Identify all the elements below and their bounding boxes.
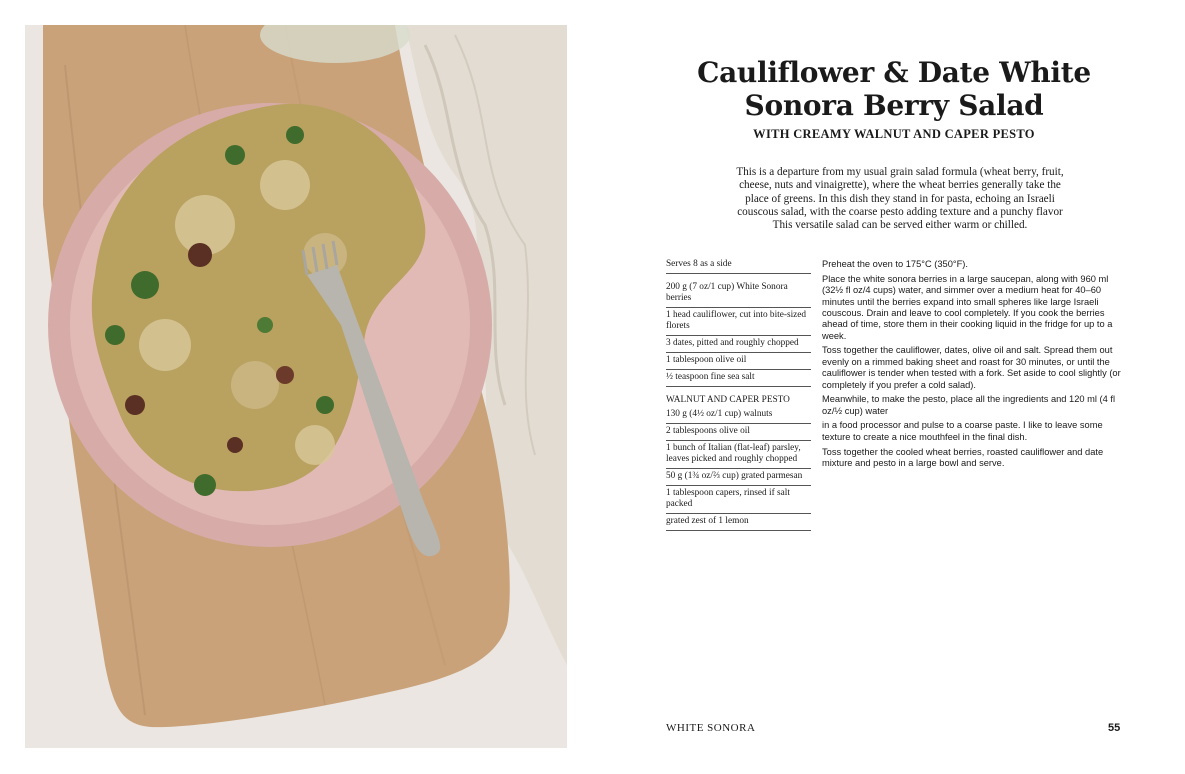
intro-line: cheese, nuts and vinaigrette), where the wheat berries generally take the <box>739 179 1061 192</box>
pesto-heading: WALNUT AND CAPER PESTO <box>666 395 790 405</box>
intro-line: place of greens. In this dish they stand in for pasta, echoing an Israeli <box>745 192 1055 205</box>
recipe-title <box>620 56 1168 122</box>
method-step: Toss together the cooled wheat berries, roasted cauliflower and date mixture and pesto in a large bowl and serve. <box>822 446 1104 468</box>
recipe-subtitle: WITH CREAMY WALNUT AND CAPER PESTO <box>753 127 1035 141</box>
pesto-ingredient-item: 50 g (1¾ oz/⅔ cup) grated parmesan <box>666 469 811 486</box>
title-line-2: Sonora Berry Salad <box>744 89 1044 122</box>
method-step: Preheat the oven to 175°C (350°F). <box>822 259 968 269</box>
pesto-ingredient-item: 130 g (4½ oz/1 cup) walnuts <box>666 407 811 424</box>
ingredient-item: 3 dates, pitted and roughly chopped <box>666 336 811 353</box>
pesto-ingredient-item: grated zest of 1 lemon <box>666 514 811 531</box>
method-step: in a food processor and pulse to a coarse paste. I like to leave some texture to create a nice mouthfeel in the final dish. <box>822 420 1103 442</box>
salad-photo <box>25 25 567 748</box>
intro-line: This is a departure from my usual grain salad formula (wheat berry, fruit, <box>736 166 1064 178</box>
method-step: Place the white sonora berries in a large saucepan, along with 960 ml (32½ fl oz/4 cups) water, and simmer over a medium heat for 40–60 minutes until the berries expand into small spheres like large Israeli couscous. Drain and leave to cool completely. If you cook the berries ahead of time, store them in their cooking liquid in the fridge for up to a week. <box>822 273 1113 341</box>
ingredient-item: 1 head cauliflower, cut into bite-sized florets <box>666 308 811 336</box>
ingredient-item: 200 g (7 oz/1 cup) White Sonora berries <box>666 280 811 308</box>
ingredients-list <box>666 257 811 531</box>
section-footer: WHITE SONORA <box>666 722 756 734</box>
pesto-ingredient-item: 2 tablespoons olive oil <box>666 424 811 441</box>
ingredient-item: 1 tablespoon olive oil <box>666 353 811 370</box>
method-steps <box>822 259 1126 473</box>
title-line-1: Cauliflower & Date White <box>697 56 1091 89</box>
intro-line: This versatile salad can be served either warm or chilled. <box>772 219 1028 232</box>
recipe-page <box>620 0 1185 774</box>
pesto-ingredient-item: 1 tablespoon capers, rinsed if salt packed <box>666 486 811 514</box>
pesto-ingredient-item: 1 bunch of Italian (flat-leaf) parsley, leaves picked and roughly chopped <box>666 441 811 469</box>
serves-label: Serves 8 as a side <box>666 257 811 274</box>
ingredient-item: ½ teaspoon fine sea salt <box>666 370 811 387</box>
intro-line: couscous salad, with the coarse pesto adding texture and a punchy flavor <box>737 205 1063 218</box>
method-step: Meanwhile, to make the pesto, place all the ingredients and 120 ml (4 fl oz/½ cup) water <box>822 394 1116 416</box>
method-step: Toss together the cauliflower, dates, olive oil and salt. Spread them out evenly on a rimmed baking sheet and roast for 30 minutes, or until the cauliflower is tender when tested with a fork. Set aside to cool slightly (or completely if you prefer a cold salad). <box>822 345 1121 390</box>
page-number: 55 <box>1108 722 1121 734</box>
intro-paragraph <box>700 166 1100 232</box>
